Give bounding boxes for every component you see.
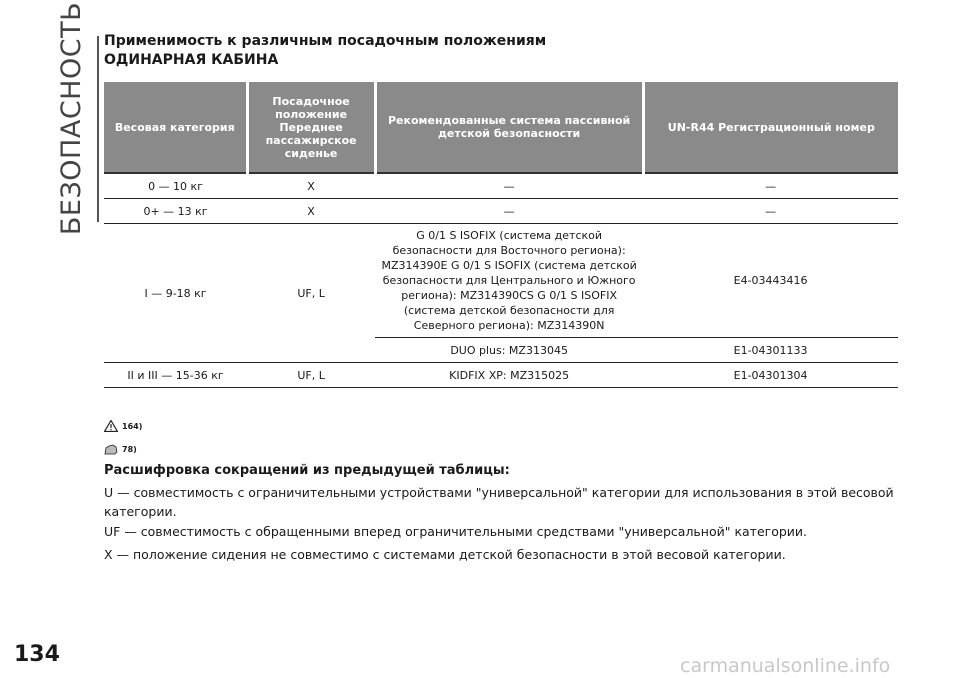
legend-title: Расшифровка сокращений из предыдущей таблицы: xyxy=(104,463,510,478)
legend-item-u: U — совместимость с ограничительными устройствами "универсальной" категории для использования в этой весовой категории. xyxy=(104,485,894,519)
cell-weight: 0 — 10 кг xyxy=(104,173,247,199)
caution-ref: 78) xyxy=(122,444,137,454)
cell-position: UF, L xyxy=(247,363,375,388)
section-divider-line xyxy=(97,36,99,222)
legend-item-uf: UF — совместимость с обращенными вперед ограничительными средствами "универсальной" категории. xyxy=(104,524,808,539)
cell-registration: — xyxy=(643,199,898,224)
cell-registration: E1-04301133 xyxy=(643,338,898,363)
col-header-weight: Весовая категория xyxy=(104,82,247,173)
cell-weight: II и III — 15-36 кг xyxy=(104,363,247,388)
cell-recommended: KIDFIX XP: MZ315025 xyxy=(375,363,643,388)
heading-applicability: Применимость к различным посадочным положениям xyxy=(104,33,547,49)
table-row xyxy=(104,224,898,338)
watermark: carmanualsonline.info xyxy=(680,655,891,677)
cell-position: X xyxy=(247,199,375,224)
cell-recommended: — xyxy=(375,173,643,199)
caution-hand-icon xyxy=(104,443,118,455)
child-seat-table xyxy=(104,82,898,388)
table-row xyxy=(104,199,898,224)
cell-registration: E1-04301304 xyxy=(643,363,898,388)
cell-recommended: DUO plus: MZ313045 xyxy=(375,338,643,363)
heading-cabin: ОДИНАРНАЯ КАБИНА xyxy=(104,52,279,68)
legend-item-x: X — положение сидения не совместимо с системами детской безопасности в этой весовой категории. xyxy=(104,547,786,562)
cell-recommended: — xyxy=(375,199,643,224)
warning-ref: 164) xyxy=(122,421,143,431)
table-header-row xyxy=(104,82,898,173)
section-side-title-text: БЕЗОПАСНОСТЬ xyxy=(56,1,88,235)
cell-position: X xyxy=(247,173,375,199)
cell-position: UF, L xyxy=(247,224,375,363)
cell-weight: I — 9-18 кг xyxy=(104,224,247,363)
col-header-recommended: Рекомендованные система пассивной детской безопасности xyxy=(375,82,643,173)
table-row xyxy=(104,363,898,388)
cell-weight: 0+ — 13 кг xyxy=(104,199,247,224)
warning-triangle-icon xyxy=(104,420,118,432)
cell-registration: E4-03443416 xyxy=(643,224,898,338)
section-side-title xyxy=(46,1,98,235)
caution-note xyxy=(104,443,137,455)
col-header-registration: UN-R44 Регистрационный номер xyxy=(643,82,898,173)
page-number: 134 xyxy=(14,642,60,667)
cell-recommended: G 0/1 S ISOFIX (система детской безопасности для Восточного региона): MZ314390E G 0/1 S ISOFIX (система детской безопасности для Центрального и Южного региона): MZ314390CS G 0/1 S ISOFIX (система детской безопасности для Северного региона): MZ314390N xyxy=(375,224,643,338)
warning-note xyxy=(104,420,142,432)
col-header-position: Посадочное положение Переднее пассажирское сиденье xyxy=(247,82,375,173)
table-row xyxy=(104,173,898,199)
cell-registration: — xyxy=(643,173,898,199)
